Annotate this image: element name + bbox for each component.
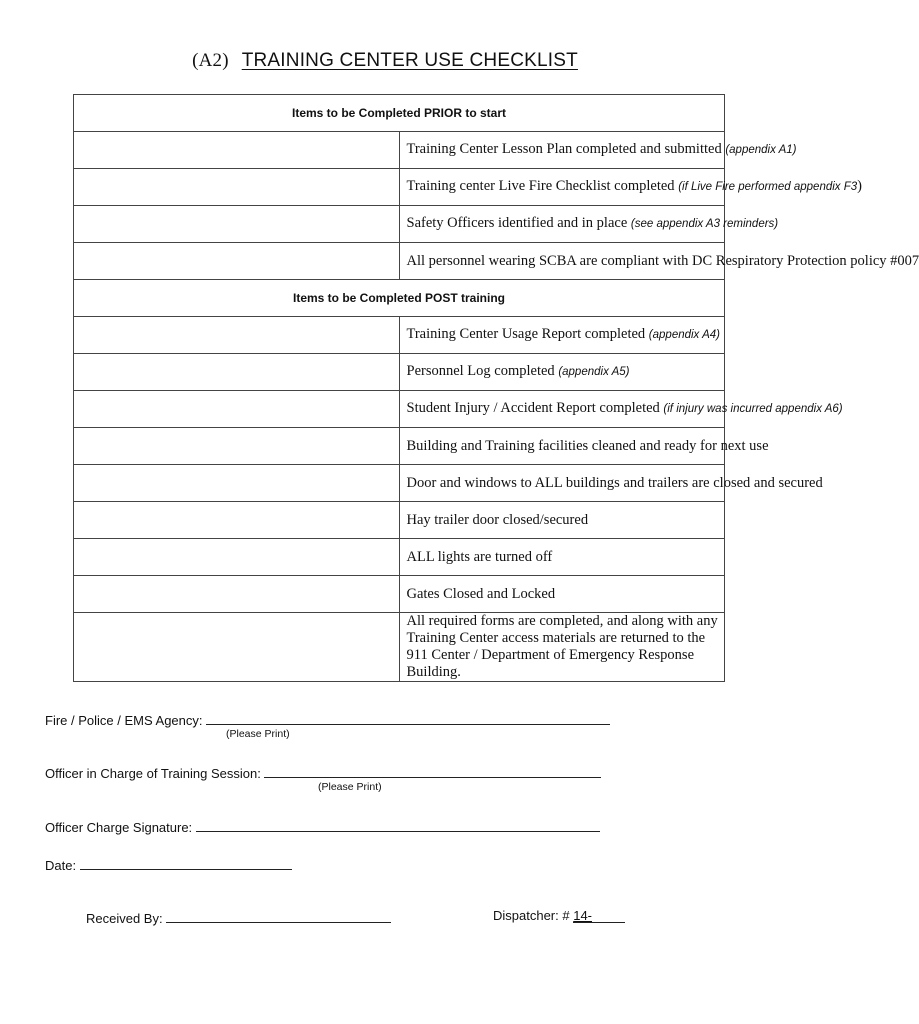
checklist-row xyxy=(74,613,725,682)
checklist-row xyxy=(74,206,725,243)
checklist-table xyxy=(73,94,919,682)
item-note: (see appendix A3 reminders) xyxy=(630,218,779,230)
item-note: (appendix A5) xyxy=(558,366,630,378)
checkbox-cell[interactable] xyxy=(74,354,400,391)
form-title xyxy=(0,50,770,72)
dispatcher-label: Dispatcher: # xyxy=(493,908,570,923)
dispatcher-prefix: 14- xyxy=(573,908,593,923)
checkbox-cell[interactable] xyxy=(74,206,400,243)
checkbox-cell[interactable] xyxy=(74,576,400,613)
signature-field xyxy=(45,817,600,835)
checklist-item: Hay trailer door closed/secured xyxy=(399,502,725,539)
signature-label: Officer Charge Signature: xyxy=(45,820,193,835)
checklist-item: Student Injury / Accident Report completed (if injury was incurred appendix A6) xyxy=(399,391,725,428)
checklist-item: Building and Training facilities cleaned and ready for next use xyxy=(399,428,725,465)
received-input[interactable] xyxy=(166,908,391,923)
checkbox-cell[interactable] xyxy=(74,465,400,502)
form-title-text: TRAINING CENTER USE CHECKLIST xyxy=(241,50,578,71)
checklist-item: Training Center Usage Report completed (appendix A4) xyxy=(399,317,725,354)
checklist-row xyxy=(74,502,725,539)
checklist-row xyxy=(74,132,725,169)
checklist-item: Personnel Log completed (appendix A5) xyxy=(399,354,725,391)
checkbox-cell[interactable] xyxy=(74,243,400,280)
checkbox-cell[interactable] xyxy=(74,391,400,428)
item-note: (appendix A1) xyxy=(725,144,797,156)
received-label: Received By: xyxy=(86,911,163,926)
checklist-item: Training center Live Fire Checklist completed (if Live Fire performed appendix F3) xyxy=(399,169,725,206)
prior-heading: Items to be Completed PRIOR to start xyxy=(74,95,725,132)
signature-input[interactable] xyxy=(196,817,600,832)
checklist-item: All personnel wearing SCBA are compliant with DC Respiratory Protection policy #007 xyxy=(399,243,725,280)
checkbox-cell[interactable] xyxy=(74,132,400,169)
section-header-post xyxy=(74,280,725,317)
dispatcher-input[interactable] xyxy=(573,908,625,923)
date-field xyxy=(45,855,292,873)
dispatcher-field xyxy=(493,908,625,923)
officer-field xyxy=(45,763,601,781)
checkbox-cell[interactable] xyxy=(74,539,400,576)
checkbox-cell[interactable] xyxy=(74,613,400,682)
item-note: (if Live Fire performed appendix F3 xyxy=(678,181,858,193)
agency-hint: (Please Print) xyxy=(226,728,290,740)
checklist-item: Gates Closed and Locked xyxy=(399,576,725,613)
agency-label: Fire / Police / EMS Agency: xyxy=(45,713,203,728)
checklist-row xyxy=(74,317,725,354)
checklist-row xyxy=(74,465,725,502)
date-input[interactable] xyxy=(80,855,292,870)
form-code: (A2) xyxy=(192,50,229,71)
agency-input[interactable] xyxy=(206,710,610,725)
officer-label: Officer in Charge of Training Session: xyxy=(45,766,261,781)
checklist-item: ALL lights are turned off xyxy=(399,539,725,576)
checklist-item: Door and windows to ALL buildings and trailers are closed and secured xyxy=(399,465,725,502)
checklist-row xyxy=(74,428,725,465)
checklist-row xyxy=(74,354,725,391)
agency-field xyxy=(45,710,610,728)
officer-input[interactable] xyxy=(264,763,601,778)
checklist-row xyxy=(74,576,725,613)
checklist-item: Training Center Lesson Plan completed and submitted (appendix A1) xyxy=(399,132,725,169)
date-label: Date: xyxy=(45,858,77,873)
checklist-row xyxy=(74,391,725,428)
checklist-item: Safety Officers identified and in place (see appendix A3 reminders) xyxy=(399,206,725,243)
post-heading: Items to be Completed POST training xyxy=(74,280,725,317)
checkbox-cell[interactable] xyxy=(74,317,400,354)
checklist-row xyxy=(74,539,725,576)
item-note: (appendix A4) xyxy=(648,329,720,341)
checkbox-cell[interactable] xyxy=(74,169,400,206)
checkbox-cell[interactable] xyxy=(74,428,400,465)
checklist-item: All required forms are completed, and along with any Training Center access materials are returned to the 911 Center / Department of Emergency Response Building. xyxy=(399,613,725,682)
received-field xyxy=(86,908,391,926)
item-note: (if injury was incurred appendix A6) xyxy=(663,403,843,415)
checklist-row xyxy=(74,243,725,280)
checklist-row xyxy=(74,169,725,206)
section-header-prior xyxy=(74,95,725,132)
checkbox-cell[interactable] xyxy=(74,502,400,539)
officer-hint: (Please Print) xyxy=(318,781,382,793)
